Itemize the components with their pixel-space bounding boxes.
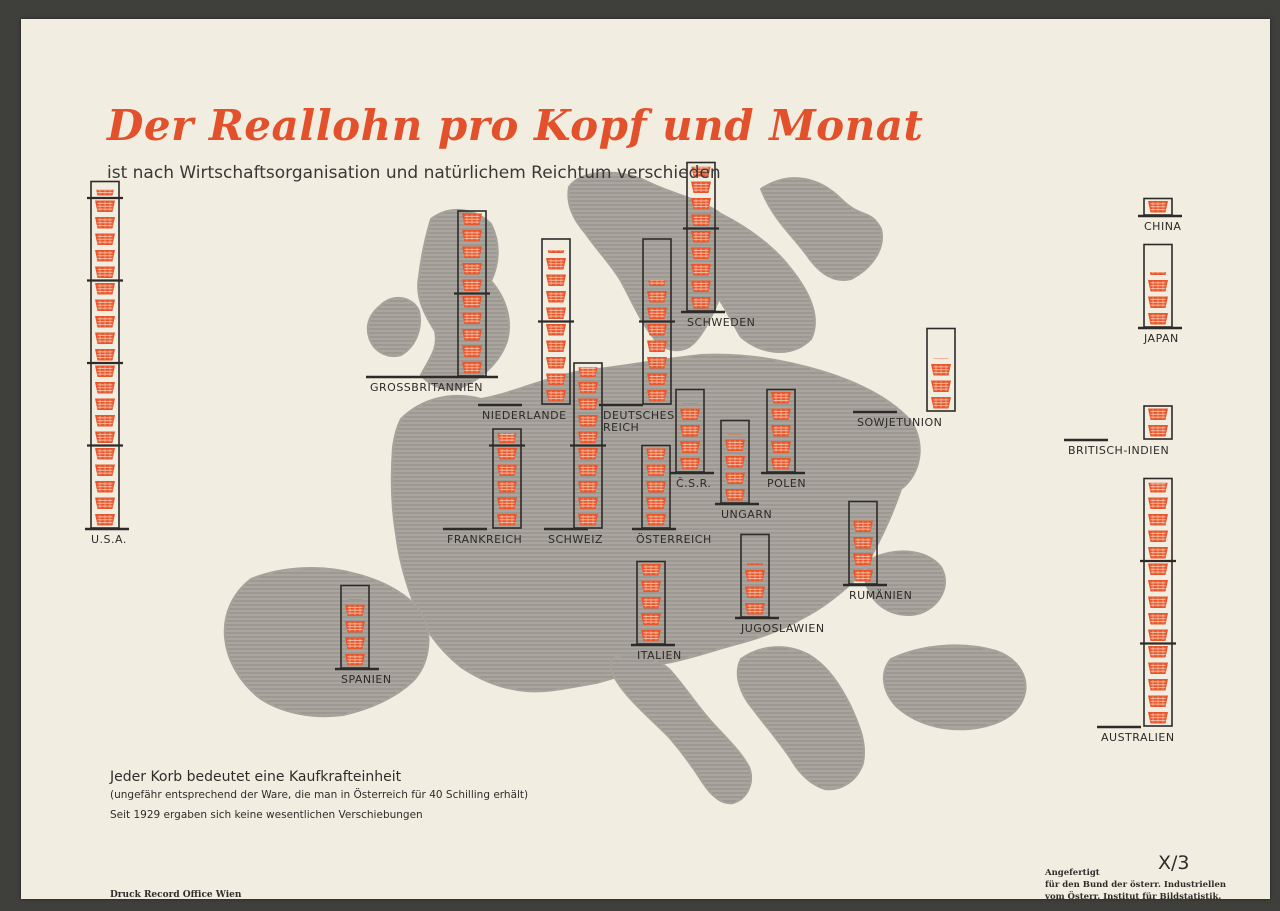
maker-credit-line: Angefertigt [1045, 868, 1100, 878]
basket-icon [771, 458, 791, 470]
basket-icon [462, 214, 482, 226]
basket-icon [725, 440, 745, 452]
basket-icon [647, 341, 667, 353]
basket-icon [1148, 531, 1168, 543]
basket-icon [578, 448, 598, 460]
basket-icon [578, 498, 598, 510]
chart-area [21, 19, 1270, 899]
basket-icon [546, 291, 566, 303]
basket-icon [546, 308, 566, 320]
basket-icon [95, 184, 115, 196]
basket-icon [1148, 712, 1168, 724]
basket-icon [853, 537, 873, 549]
basket-icon [641, 614, 661, 626]
basket-icon [641, 564, 661, 576]
basket-icon [1148, 297, 1168, 309]
basket-icon [1148, 663, 1168, 675]
legend-note: Jeder Korb bedeutet eine Kaufkrafteinheit [110, 769, 402, 785]
basket-icon [578, 366, 598, 378]
basket-icon [1148, 580, 1168, 592]
basket-icon [1148, 564, 1168, 576]
basket-icon [546, 357, 566, 369]
basket-icon [1148, 280, 1168, 292]
chart-title: Der Reallohn pro Kopf und Monat [107, 101, 924, 150]
country-column [1138, 245, 1182, 346]
basket-icon [95, 217, 115, 229]
basket-icon [745, 587, 765, 599]
basket-icon [680, 425, 700, 437]
basket-icon [647, 390, 667, 402]
basket-icon [745, 570, 765, 582]
basket-icon [497, 448, 517, 460]
basket-icon [691, 281, 711, 293]
country-label: AUSTRALIEN [1101, 731, 1175, 744]
basket-icon [462, 329, 482, 341]
country-label: ITALIEN [637, 649, 682, 662]
basket-icon [1148, 630, 1168, 642]
basket-icon [931, 381, 951, 393]
basket-icon [462, 346, 482, 358]
basket-icon [546, 390, 566, 402]
basket-icon [95, 498, 115, 510]
basket-icon [95, 382, 115, 394]
printer-credit: Druck Record Office Wien [110, 890, 242, 900]
maker-credit [1045, 867, 1226, 903]
basket-icon [578, 432, 598, 444]
europe-map [225, 173, 1026, 804]
basket-icon [546, 374, 566, 386]
country-label: JUGOSLAWIEN [741, 622, 825, 635]
country-label: SCHWEDEN [687, 316, 756, 329]
basket-icon [931, 348, 951, 360]
basket-icon [853, 521, 873, 533]
basket-icon [345, 638, 365, 650]
basket-icon [95, 316, 115, 328]
basket-icon [691, 248, 711, 260]
basket-icon [95, 201, 115, 213]
basket-icon [95, 234, 115, 246]
basket-icon [1148, 547, 1168, 559]
basket-icon [95, 448, 115, 460]
country-label: ÖSTERREICH [636, 533, 712, 546]
basket-icon [578, 415, 598, 427]
basket-icon [546, 242, 566, 254]
basket-icon [578, 382, 598, 394]
basket-icon [1148, 201, 1168, 213]
basket-icon [1148, 409, 1168, 421]
basket-icon [691, 182, 711, 194]
basket-icon [725, 456, 745, 468]
basket-icon [95, 415, 115, 427]
chart-subtitle: ist nach Wirtschaftsorganisation und natürlichem Reichtum verschieden [107, 163, 721, 183]
basket-icon [462, 247, 482, 259]
basket-icon [95, 333, 115, 345]
basket-icon [647, 374, 667, 386]
legend-note-since: Seit 1929 ergaben sich keine wesentlichen Verschiebungen [110, 809, 423, 821]
basket-icon [771, 425, 791, 437]
basket-icon [578, 465, 598, 477]
basket-icon [95, 300, 115, 312]
basket-icon [95, 481, 115, 493]
basket-icon [1148, 498, 1168, 510]
basket-icon [578, 514, 598, 526]
basket-icon [95, 349, 115, 361]
basket-icon [641, 597, 661, 609]
maker-credit-line: vom Österr. Institut für Bildstatistik. [1045, 892, 1222, 902]
basket-icon [1148, 646, 1168, 658]
basket-icon [1148, 679, 1168, 691]
basket-icon [853, 570, 873, 582]
basket-icon [647, 357, 667, 369]
basket-icon [462, 263, 482, 275]
basket-icon [680, 409, 700, 421]
country-label: DEUTSCHES [603, 409, 675, 422]
country-label: GROSSBRITANNIEN [370, 381, 483, 394]
country-label: UNGARN [721, 508, 773, 521]
plate-number: X/3 [1158, 852, 1190, 874]
basket-icon [546, 324, 566, 336]
basket-icon [497, 514, 517, 526]
basket-icon [647, 324, 667, 336]
basket-icon [462, 296, 482, 308]
country-column [1064, 406, 1172, 457]
legend-note-detail: (ungefähr entsprechend der Ware, die man in Österreich für 40 Schilling erhält) [110, 789, 529, 801]
basket-icon [578, 399, 598, 411]
basket-icon [1148, 425, 1168, 437]
basket-icon [95, 465, 115, 477]
basket-icon [641, 581, 661, 593]
basket-icon [1148, 481, 1168, 493]
basket-icon [680, 442, 700, 454]
basket-icon [95, 267, 115, 279]
basket-icon [95, 432, 115, 444]
basket-icon [497, 432, 517, 444]
basket-icon [1148, 313, 1168, 325]
basket-icon [725, 489, 745, 501]
basket-icon [647, 308, 667, 320]
basket-icon [546, 275, 566, 287]
basket-icon [691, 231, 711, 243]
poster-sheet [21, 19, 1270, 902]
basket-icon [646, 498, 666, 510]
country-label: SCHWEIZ [548, 533, 604, 546]
basket-icon [1148, 597, 1168, 609]
basket-icon [345, 654, 365, 666]
basket-icon [546, 341, 566, 353]
country-column [1138, 199, 1182, 234]
basket-icon [95, 514, 115, 526]
basket-icon [771, 409, 791, 421]
basket-icon [95, 399, 115, 411]
country-label: U.S.A. [91, 533, 127, 546]
basket-icon [95, 283, 115, 295]
basket-icon [462, 230, 482, 242]
country-label: RUMÄNIEN [849, 589, 913, 602]
basket-icon [345, 605, 365, 617]
country-label: NIEDERLANDE [482, 409, 567, 422]
country-column [1097, 479, 1176, 745]
basket-icon [497, 498, 517, 510]
basket-icon [1148, 696, 1168, 708]
country-label: JAPAN [1144, 332, 1179, 345]
basket-icon [1148, 613, 1168, 625]
basket-icon [95, 250, 115, 262]
basket-icon [745, 603, 765, 615]
basket-icon [691, 198, 711, 210]
country-label: SOWJETUNION [857, 416, 943, 429]
country-label: BRITISCH-INDIEN [1068, 444, 1170, 457]
country-label: REICH [603, 421, 640, 434]
basket-icon [1148, 514, 1168, 526]
basket-icon [646, 465, 666, 477]
basket-icon [646, 448, 666, 460]
country-label: Č.S.R. [676, 477, 712, 490]
basket-icon [771, 392, 791, 404]
country-column [85, 182, 129, 547]
country-label: POLEN [767, 477, 807, 490]
basket-icon [546, 258, 566, 270]
basket-icon [691, 264, 711, 276]
basket-icon [95, 366, 115, 378]
basket-icon [646, 514, 666, 526]
basket-icon [462, 280, 482, 292]
country-label: SPANIEN [341, 673, 392, 686]
basket-icon [462, 313, 482, 325]
maker-credit-line: für den Bund der österr. Industriellen [1045, 880, 1227, 890]
basket-icon [1148, 264, 1168, 276]
basket-icon [578, 481, 598, 493]
basket-icon [646, 481, 666, 493]
country-label: FRANKREICH [447, 533, 523, 546]
basket-icon [691, 297, 711, 309]
basket-icon [931, 364, 951, 376]
basket-icon [497, 465, 517, 477]
basket-icon [641, 630, 661, 642]
basket-icon [345, 621, 365, 633]
basket-icon [497, 481, 517, 493]
basket-icon [771, 442, 791, 454]
basket-icon [725, 473, 745, 485]
country-label: CHINA [1144, 220, 1182, 233]
basket-icon [853, 554, 873, 566]
basket-icon [931, 397, 951, 409]
basket-icon [680, 458, 700, 470]
basket-icon [647, 291, 667, 303]
basket-icon [462, 362, 482, 374]
basket-icon [691, 215, 711, 227]
